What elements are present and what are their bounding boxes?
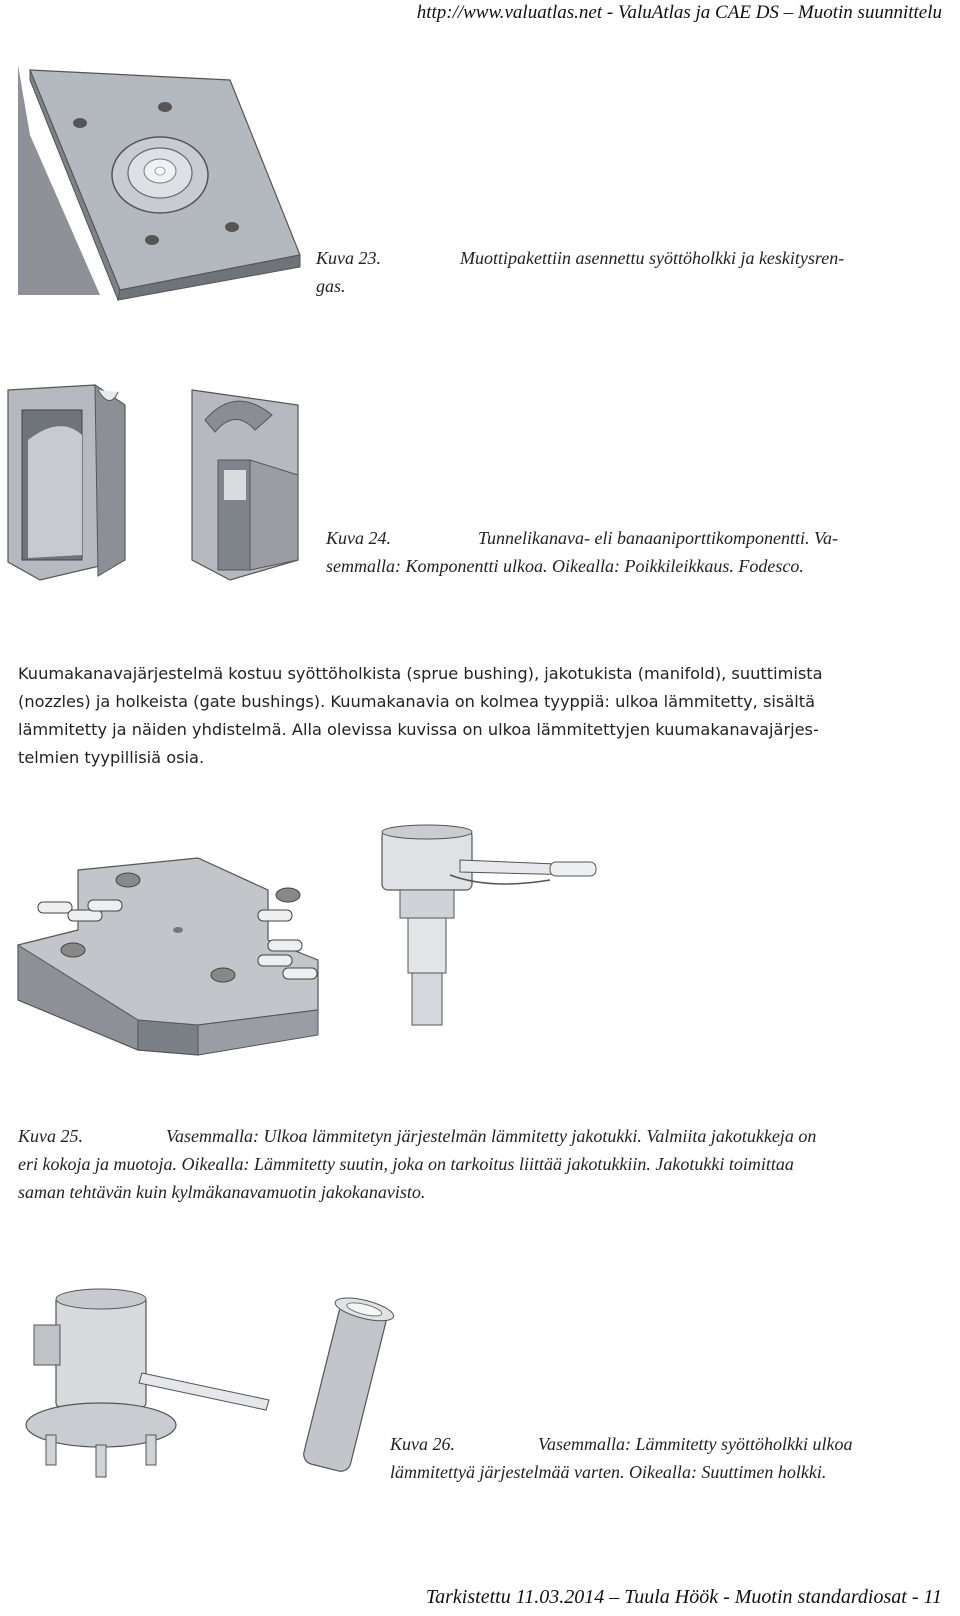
- body-line: telmien tyypillisiä osia.: [18, 748, 205, 767]
- body-line: Kuumakanavajärjestelmä kostuu syöttöholkista (sprue bushing), jakotukista (manifold), suuttimista: [18, 664, 823, 683]
- caption-kuva-24: [326, 524, 926, 580]
- caption-label: Kuva 24.: [326, 528, 391, 548]
- caption-line: eri kokoja ja muotoja. Oikealla: Lämmitetty suutin, joka on tarkoitus liittää jakotukkiin. Jakotukki toimittaa: [18, 1154, 794, 1174]
- page-header: http://www.valuatlas.net - ValuAtlas ja CAE DS – Muotin suunnittelu: [416, 2, 942, 23]
- caption-line: Muottipakettiin asennettu syöttöholkki ja keskitysren-: [460, 248, 845, 268]
- mould-plate-figure: [0, 55, 310, 305]
- caption-line: semmalla: Komponentti ulkoa. Oikealla: Poikkileikkaus. Fodesco.: [326, 556, 804, 576]
- caption-line: Vasemmalla: Ulkoa lämmitetyn järjestelmän lämmitetty jakotukki. Valmiita jakotukkeja on: [166, 1126, 817, 1146]
- caption-kuva-25: [18, 1122, 942, 1206]
- tunnel-gate-figure: [0, 380, 310, 590]
- caption-label: Kuva 26.: [390, 1434, 455, 1454]
- caption-line: Vasemmalla: Lämmitetty syöttöholkki ulkoa: [538, 1434, 853, 1454]
- caption-line: Tunnelikanava- eli banaaniporttikomponentti. Va-: [478, 528, 838, 548]
- caption-line: saman tehtävän kuin kylmäkanavamuotin jakokanavisto.: [18, 1182, 426, 1202]
- page-footer: Tarkistettu 11.03.2014 – Tuula Höök - Muotin standardiosat - 11: [425, 1586, 942, 1608]
- caption-label: Kuva 25.: [18, 1126, 83, 1146]
- heated-nozzle-figure: [370, 820, 610, 1030]
- sprue-bushing-figure: [24, 1285, 384, 1490]
- caption-line: lämmitettyä järjestelmää varten. Oikealla: Suuttimen holkki.: [390, 1462, 827, 1482]
- caption-line: gas.: [316, 276, 346, 296]
- body-line: lämmitetty ja näiden yhdistelmä. Alla olevissa kuvissa on ulkoa lämmitettyjen kuumakanavajärjes-: [18, 720, 819, 739]
- caption-kuva-23: [316, 244, 946, 300]
- caption-kuva-26: [390, 1430, 950, 1486]
- body-line: (nozzles) ja holkeista (gate bushings). Kuumakanavia on kolmea tyyppiä: ulkoa lämmitetty, sisältä: [18, 692, 816, 711]
- body-paragraph: [18, 660, 942, 772]
- manifold-figure: [18, 850, 338, 1060]
- caption-label: Kuva 23.: [316, 248, 381, 268]
